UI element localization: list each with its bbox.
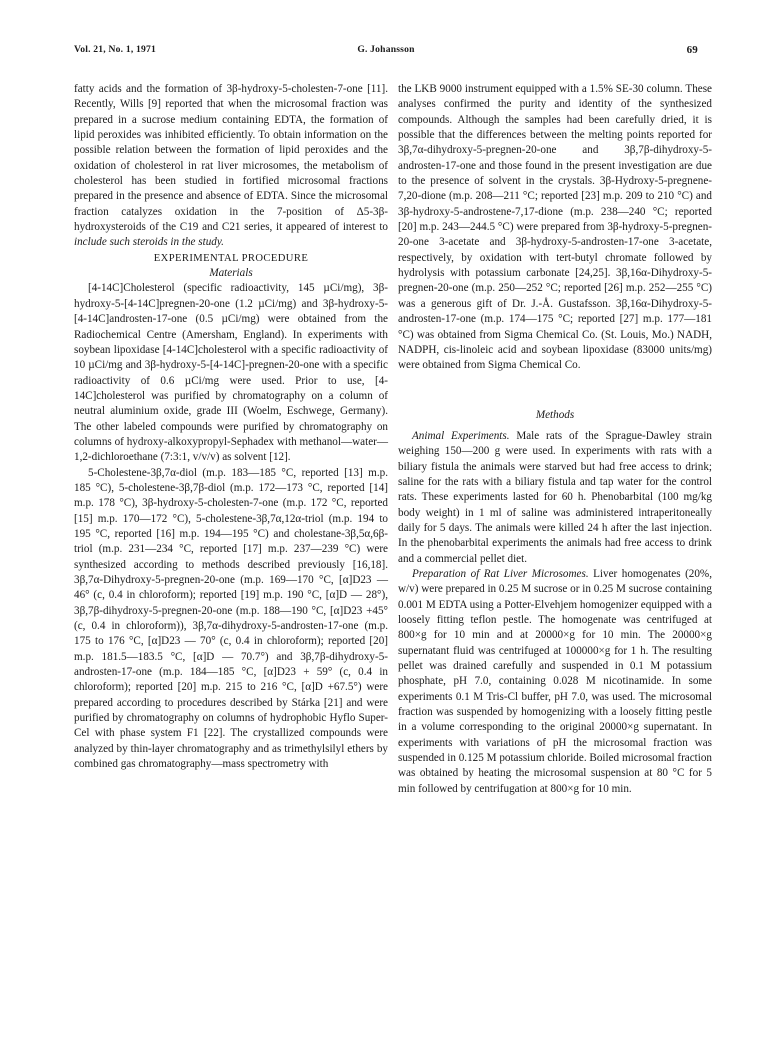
continued-paragraph: the LKB 9000 instrument equipped with a 1.5% SE-30 column. These analyses confirmed the purity and identity of the synthesized compounds. Although the samples had been carefully dried, it is possible that the differences between the melting points reported for 3β,7α-dihydroxy-5-pregnen-20-one and 3β,7β-dihydroxy-5-androsten-17-one and those found in the present investigation are due to the presence of solvent in the crystals. 3β-Hydroxy-5-pregnene-7,20-dione (m.p. 208—211 °C; reported [23] m.p. 209 to 210 °C) and 3β-hydroxy-5-androstene-7,17-dione (m.p. 238—240 °C; reported [20] m.p. 243—244.5 °C) were prepared from 3β-hydroxy-5-pregnen-20-one 3-acetate and 3β-hydroxy-5-androsten-17-one 3-acetate, respectively, by oxidation with tert-butyl chromate followed by hydrolysis with potassium carbonate [24,25]. 3β,16α-Dihydroxy-5-pregnen-20-one (m.p. 250—252 °C; reported [26] m.p. 252—255 °C) was a generous gift of Dr. J.-Å. Gustafsson. 3β,16α-Dihydroxy-5-androsten-17-one (m.p. 174—175 °C; reported [27] m.p. 177—181 °C) was obtained from Sigma Chemical Co. (St. Louis, Mo.) NADH, NADPH, cis-linoleic acid and soybean lipoxidase (83000 units/mg) were obtained from Sigma Chemical Co. — [398, 83, 712, 372]
microsome-preparation-runin: Preparation of Rat Liver Microsomes. — [412, 567, 589, 580]
materials-paragraph-2: 5-Cholestene-3β,7α-diol (m.p. 183—185 °C, reported [13] m.p. 185 °C), 5-cholestene-3β,7β-diol (m.p. 172—173 °C, reported [14] m.p. 178 °C), 3β-hydroxy-5-cholesten-7-one (m.p. 172 °C, reported [15] m.p. 170—172 °C), 5-cholestene-3β,7α,12α-triol (m.p. 194 to 195 °C, reported [16] m.p. 194—195 °C) and cholestane-3β,5α,6β-triol (m.p. 231—234 °C, reported [17] m.p. 237—239 °C) were synthesized according to methods described previously [16,18]. 3β,7α-Dihydroxy-5-pregnen-20-one (m.p. 169—170 °C, [α]D23 — 46° (c, 0.4 in chloroform); reported [19] m.p. 190 °C, [α]D — 28°), 3β,7β-dihydroxy-5-pregnen-20-one (m.p. 188—190 °C, [α]D23 +45° (c, 0.4 in chloroform)), 3β,7α-dihydroxy-5-androsten-17-one (m.p. 175 to 176 °C, [α]D23 — 70° (c, 0.4 in chloroform); reported [20] m.p. 181.5—183.5 °C, [α]D — 70.7°) and 3β,7β-dihydroxy-5-androsten-17-one (m.p. 184—185 °C, [α]D23 + 59° (c, 0.4 in chloroform); reported [20] m.p. 215 to 216 °C, [α]D +67.5°) were prepared according to procedures described by Stárka [21] and were purified by chromatography on columns of hydrophobic Hyflo Super-Cel with phase system F1 [22]. The crystallized compounds were analyzed by thin-layer chromatography and as trimethylsilyl ethers by combined gas chromatography—mass spectrometry with — [74, 466, 388, 771]
materials-paragraph-1: [4-14C]Cholesterol (specific radioactivity, 145 µCi/mg), 3β-hydroxy-5-[4-14C]pregnen-20-one (1.2 µCi/mg) and 3β-hydroxy-5-[4-14C]androsten-17-one (0.5 µCi/mg) were obtained from the Radiochemical Centre (Amersham, England). In experiments with soybean lipoxidase [4-14C]cholesterol with a specific radioactivity of 10 µCi/mg and 3β-hydroxy-5-[4-14C]-pregnen-20-one with a specific radioactivity of 0.6 µCi/mg were used. Prior to use, [4-14C]cholesterol was purified by chromatography on a column of neutral aluminium oxide, grade III (Woelm, Eschwege, Germany). The other labeled compounds were purified by chromatography on columns of hydroxy-alkoxypropyl-Sephadex with methanol—water—1,2-dichloroethane (7:3:1, v/v/v) as solvent [12]. — [74, 282, 388, 464]
microsome-preparation-text: Liver homogenates (20%, w/v) were prepared in 0.25 M sucrose or in 0.25 M sucrose containing 0.001 M EDTA using a Potter-Elvehjem homogenizer equipped with a loosely fitting teflon pestle. The homogenate was centrifuged at 800×g for 10 min and at 20000×g for 10 min. The 20000×g supernatant fluid was centrifuged at 100000×g for 1 h. The resulting pellet was drained carefully and suspended in 0.1 M potassium phosphate, pH 7.0, containing 0.028 M nicotinamide. In some experiments 0.1 M Tris-Cl buffer, pH 7.0, was used. The microsomal fraction was suspended by homogenizing with a loosely fitting pestle in a volume corresponding to the original 20000×g supernatant. In experiments with variations of pH the microsomal fraction was suspended in 0.125 M potassium chloride. Boiled microsomal fraction was obtained by heating the microsomal suspension at 80 °C for 5 min followed by centrifugation at 800×g for 10 min. — [398, 567, 712, 795]
section-heading: EXPERIMENTAL PROCEDURE — [153, 252, 309, 264]
page-number: 69 — [686, 44, 698, 56]
animal-experiments-runin: Animal Experiments. — [412, 429, 510, 442]
methods-heading: Methods — [535, 408, 575, 421]
left-column — [74, 82, 388, 772]
materials-heading: Materials — [209, 267, 253, 280]
animal-experiments-paragraph — [398, 429, 712, 567]
intro-paragraph — [74, 82, 388, 251]
author-name: G. Johansson — [357, 44, 415, 55]
running-header — [74, 44, 698, 60]
right-column — [398, 82, 712, 797]
intro-text: fatty acids and the formation of 3β-hydroxy-5-cholesten-7-one [11]. Recently, Wills [9] reported that when the microsomal fraction was prepared in a sucrose medium containing EDTA, the formation of lipid peroxides was inhibited efficiently. To obtain information on the possible relation between the formation of lipid peroxides and the oxidation of cholesterol in rat liver microsomes, the metabolism of cholesterol has been studied in fortified microsomal fractions prepared in the presence and absence of EDTA. Since the microsomal fraction catalyzes oxidation in the 7-position of Δ5-3β-hydroxysteroids of the C19 and C21 series, it appeared of interest to — [74, 83, 388, 234]
animal-experiments-text: Male rats of the Sprague-Dawley strain weighing 150—200 g were used. In experiments with rats with a biliary fistula the animals were starved but had free access to drink; saline for the rats with a biliary fistula and tap water for the control rats. These experiments lasted for 60 h. Phenobarbital (100 mg/kg body weight) in 1 ml of saline was administered intraperitoneally daily for 5 days. The animals were killed 24 h after the last injection. In the phenobarbital experiments the animals had free access to drink and a commercial pellet diet. — [398, 429, 712, 565]
microsome-preparation-paragraph — [398, 567, 712, 797]
intro-tail: include such steroids in the study. — [74, 236, 224, 249]
journal-volume: Vol. 21, No. 1, 1971 — [74, 44, 157, 55]
